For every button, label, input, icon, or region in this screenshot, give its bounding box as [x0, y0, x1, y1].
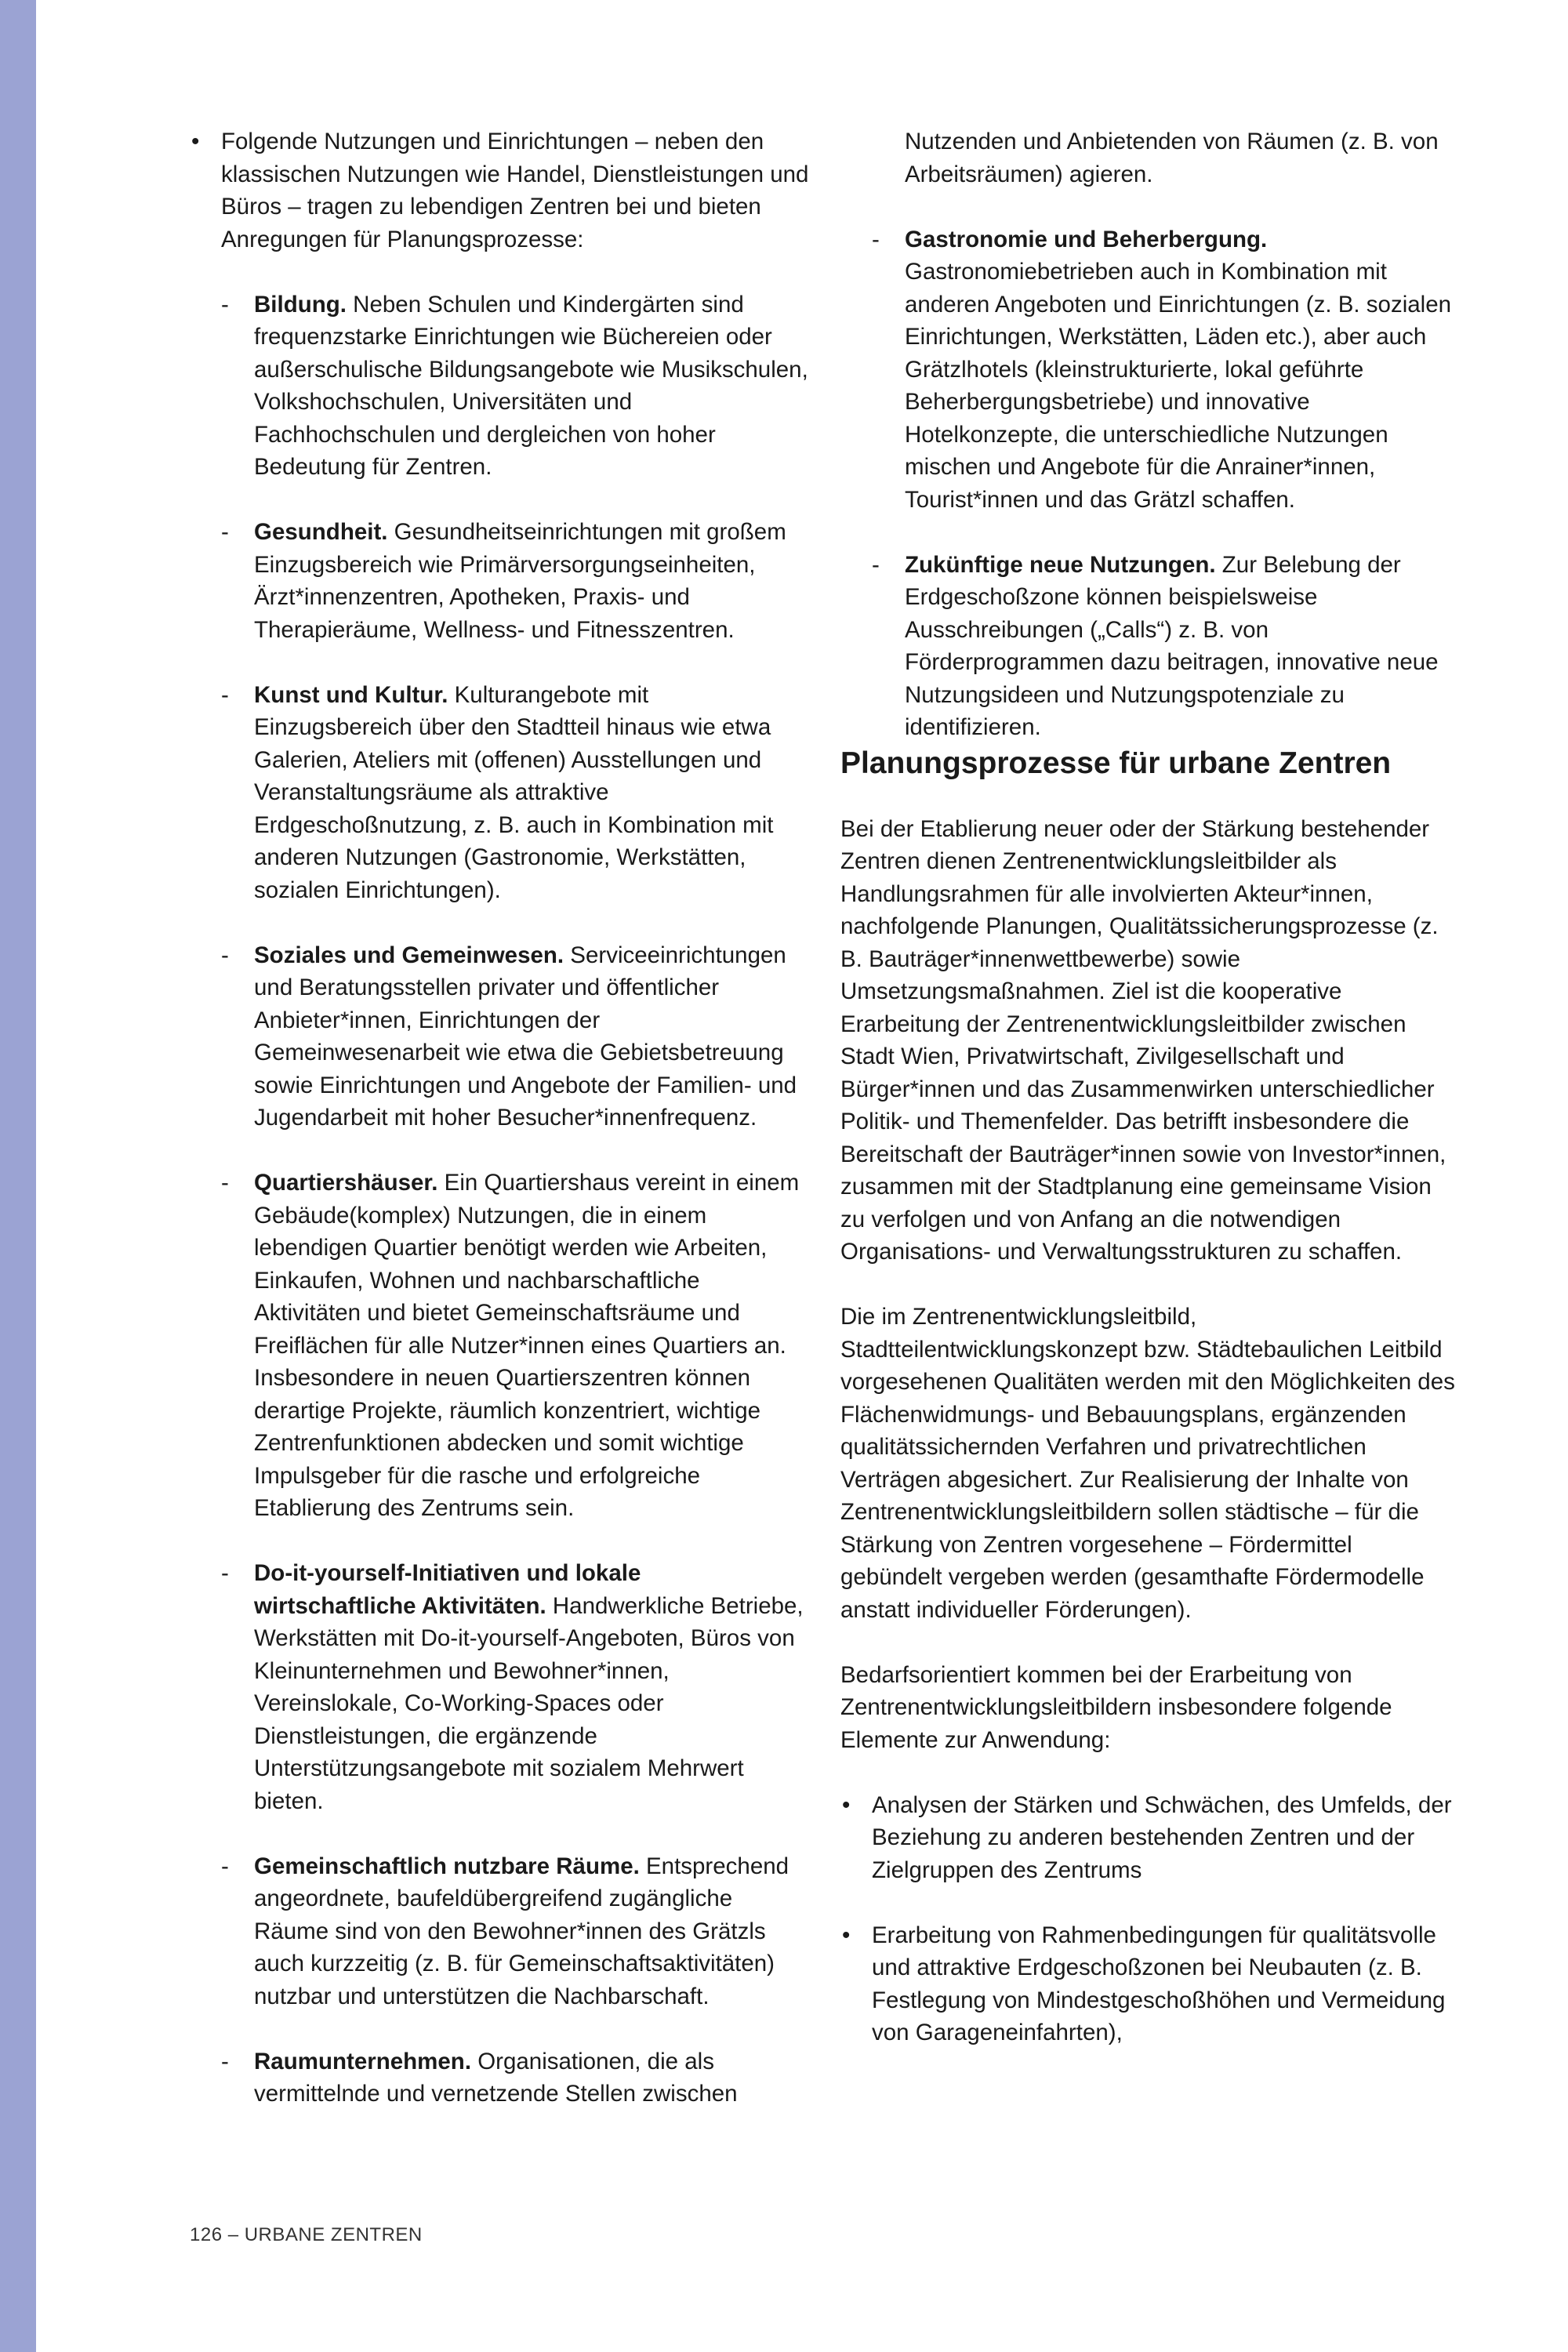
dash-marker: - [872, 551, 880, 578]
list-item-quartiershaeuser [190, 1167, 809, 1525]
item-text: Neben Schulen und Kindergärten sind frequenzstarke Einrichtungen wie Büchereien oder außerschulische Bildungsangebote wie Musikschulen, Volkshochschulen, Universitäten und Fachhochschulen und dergleichen von hoher Bedeutung für Zentren. [254, 291, 808, 480]
intro-bullet [190, 125, 809, 256]
dash-marker: - [221, 291, 229, 318]
list-item-neue-nutzungen [840, 549, 1460, 744]
item-text: Zur Belebung der Erdgeschoßzone können beispielsweise Ausschreibungen („Calls“) z. B. von Förderprogrammen dazu beitragen, innovative neue Nutzungsideen und Nutzungspotenziale zu identifizieren. [905, 551, 1439, 740]
list-item-bildung [190, 289, 809, 484]
item-title: Gesundheit. [254, 519, 388, 545]
bullet-text: Analysen der Stärken und Schwächen, des Umfelds, der Beziehung zu anderen bestehenden Zentren und der Zielgruppen des Zentrums [872, 1791, 1452, 1883]
item-title: Do-it-yourself-Initiativen und lokale wirtschaftliche Aktivitäten. [254, 1560, 641, 1619]
dash-marker: - [221, 2048, 229, 2074]
list-item-gemeinschaftsraeume [190, 1850, 809, 2013]
item-text: Kulturangebote mit Einzugsbereich über den Stadtteil hinaus wie etwa Galerien, Ateliers mit (offenen) Ausstellungen und Veranstaltungsräume als attraktive Erdgeschoßnutzung, z. B. auch in Kombination mit anderen Nutzungen (Gastronomie, Werkstätten, sozialen Einrichtungen). [254, 681, 774, 903]
item-text: Ein Quartiershaus vereint in einem Gebäude(komplex) Nutzungen, die in einem lebendigen Quartier benötigt werden wie Arbeiten, Einkaufen, Wohnen und nachbarschaftliche Aktivitäten und bietet Gemeinschaftsräume und Freiflächen für alle Nutzer*innen eines Quartiers an. Insbesondere in neuen Quartierszentren können derartige Projekte, räumlich konzentriert, wichtige Zentrenfunktionen abdecken und somit wichtige Impulsgeber für die rasche und erfolgreiche Etablierung des Zentrums sein. [254, 1170, 800, 1521]
list-item-kunst-kultur [190, 679, 809, 907]
item-text: Gastronomiebetrieben auch in Kombination mit anderen Angeboten und Einrichtungen (z. B. sozialen Einrichtungen, Werkstätten, Läden etc.), aber auch Grätzlhotels (kleinstrukturierte, lokal geführte Beherbergungsbetriebe) und innovative Hotelkonzepte, die unterschiedliche Nutzungen mischen und Angebote für die Anrainer*innen, Tourist*innen und das Grätzl schaffen. [905, 259, 1452, 513]
intro-text: Folgende Nutzungen und Einrichtungen – neben den klassischen Nutzungen wie Handel, Dienstleistungen und Büros – tragen zu lebendigen Zentren bei und bieten Anregungen für Planungsprozesse: [221, 129, 809, 252]
bullet-marker: • [842, 1922, 851, 1948]
dash-marker: - [221, 942, 229, 968]
item-title: Quartiershäuser. [254, 1170, 438, 1196]
list-item-gesundheit [190, 516, 809, 646]
list-item-gastronomie [840, 223, 1460, 517]
bullet-item [840, 1919, 1460, 2049]
item-title: Gemeinschaftlich nutzbare Räume. [254, 1853, 640, 1879]
item-text: Serviceeinrichtungen und Beratungsstellen privater und öffentlicher Anbieter*innen, Einrichtungen der Gemeinwesenarbeit wie etwa die Gebietsbetreuung sowie Einrichtungen und Angebote der Familien- und Jugendarbeit mit hoher Besucher*innenfrequenz. [254, 942, 797, 1131]
list-item-raumunternehmen [190, 2045, 809, 2111]
dash-marker: - [221, 681, 229, 708]
dash-marker: - [221, 1853, 229, 1879]
list-item-soziales [190, 939, 809, 1134]
dash-marker: - [221, 519, 229, 545]
item-title: Gastronomie und Beherbergung. [905, 226, 1268, 252]
paragraph: Die im Zentrenentwicklungsleitbild, Stadtteilentwicklungskonzept bzw. Städtebaulichen Leitbild vorgesehenen Qualitäten werden mit den Möglichkeiten des Flächenwidmungs- und Bebauungsplans, ergänzenden qualitätssichernden Verfahren und privatrechtlichen Verträgen abgesichert. Zur Realisierung der Inhalte von Zentrenentwicklungsleitbildern sollen städtische – für die Stärkung von Zentren vorgesehene – Fördermittel gebündelt vergeben werden (gesamthafte Fördermodelle anstatt individueller Förderungen). [840, 1304, 1455, 1623]
section-heading: Planungsprozesse für urbane Zentren [840, 746, 1392, 780]
item-title: Kunst und Kultur. [254, 681, 448, 708]
paragraph: Bei der Etablierung neuer oder der Stärkung bestehender Zentren dienen Zentrenentwicklungsleitbilder als Handlungsrahmen für alle involvierten Akteur*innen, nachfolgende Planungen, Qualitätssicherungsprozesse (z. B. Bauträger*innenwettbewerbe) sowie Umsetzungsmaßnahmen. Ziel ist die kooperative Erarbeitung der Zentrenentwicklungsleitbilder zwischen Stadt Wien, Privatwirtschaft, Zivilgesellschaft und Bürger*innen und das Zusammenwirken unterschiedlicher Politik- und Themenfelder. Das betrifft insbesondere die Bereitschaft der Bauträger*innen sowie von Investor*innen, zusammen mit der Stadtplanung eine gemeinsame Vision zu verfolgen und von Anfang an die notwendigen Organisations- und Verwaltungsstrukturen zu schaffen. [840, 815, 1446, 1265]
item-text: Handwerkliche Betriebe, Werkstätten mit Do-it-yourself-Angeboten, Büros von Kleinunternehmen und Bewohner*innen, Vereinslokale, Co-Working-Spaces oder Dienstleistungen, die ergänzende Unterstützungsangebote mit sozialem Mehrwert bieten. [254, 1592, 804, 1814]
dash-marker: - [221, 1170, 229, 1196]
side-color-band [0, 0, 36, 2352]
item-text: Organisationen, die als vermittelnde und vernetzende Stellen zwischen [254, 2048, 738, 2107]
left-column [190, 125, 809, 2111]
bullet-marker: • [191, 129, 200, 154]
bullet-marker: • [842, 1791, 851, 1818]
item-title: Raumunternehmen. [254, 2048, 472, 2074]
dash-marker: - [221, 1560, 229, 1586]
bullet-item [840, 1789, 1460, 1887]
item-title: Zukünftige neue Nutzungen. [905, 551, 1216, 578]
dash-marker: - [872, 226, 880, 252]
item-continuation: Nutzenden und Anbietenden von Räumen (z. B. von Arbeitsräumen) agieren. [905, 129, 1439, 187]
paragraph: Bedarfsorientiert kommen bei der Erarbeitung von Zentrenentwicklungsleitbildern insbesondere folgende Elemente zur Anwendung: [840, 1661, 1392, 1753]
list-item-diy-initiativen [190, 1557, 809, 1817]
item-text: Entsprechend angeordnete, baufeldübergreifend zugängliche Räume sind von den Bewohner*innen des Grätzls auch kurzzeitig (z. B. für Gemeinschaftsaktivitäten) nutzbar und unterstützen die Nachbarschaft. [254, 1853, 789, 2009]
item-text: Gesundheitseinrichtungen mit großem Einzugsbereich wie Primärversorgungseinheiten, Ärzt*innenzentren, Apotheken, Praxis- und Therapieräume, Wellness- und Fitnesszentren. [254, 519, 786, 643]
page-footer: 126 – URBANE ZENTREN [190, 2224, 423, 2245]
item-title: Bildung. [254, 291, 347, 318]
item-title: Soziales und Gemeinwesen. [254, 942, 564, 968]
right-column [840, 125, 1460, 2049]
bullet-text: Erarbeitung von Rahmenbedingungen für qualitätsvolle und attraktive Erdgeschoßzonen bei Neubauten (z. B. Festlegung von Mindestgeschoßhöhen und Vermeidung von Garageneinfahrten), [872, 1922, 1446, 2045]
